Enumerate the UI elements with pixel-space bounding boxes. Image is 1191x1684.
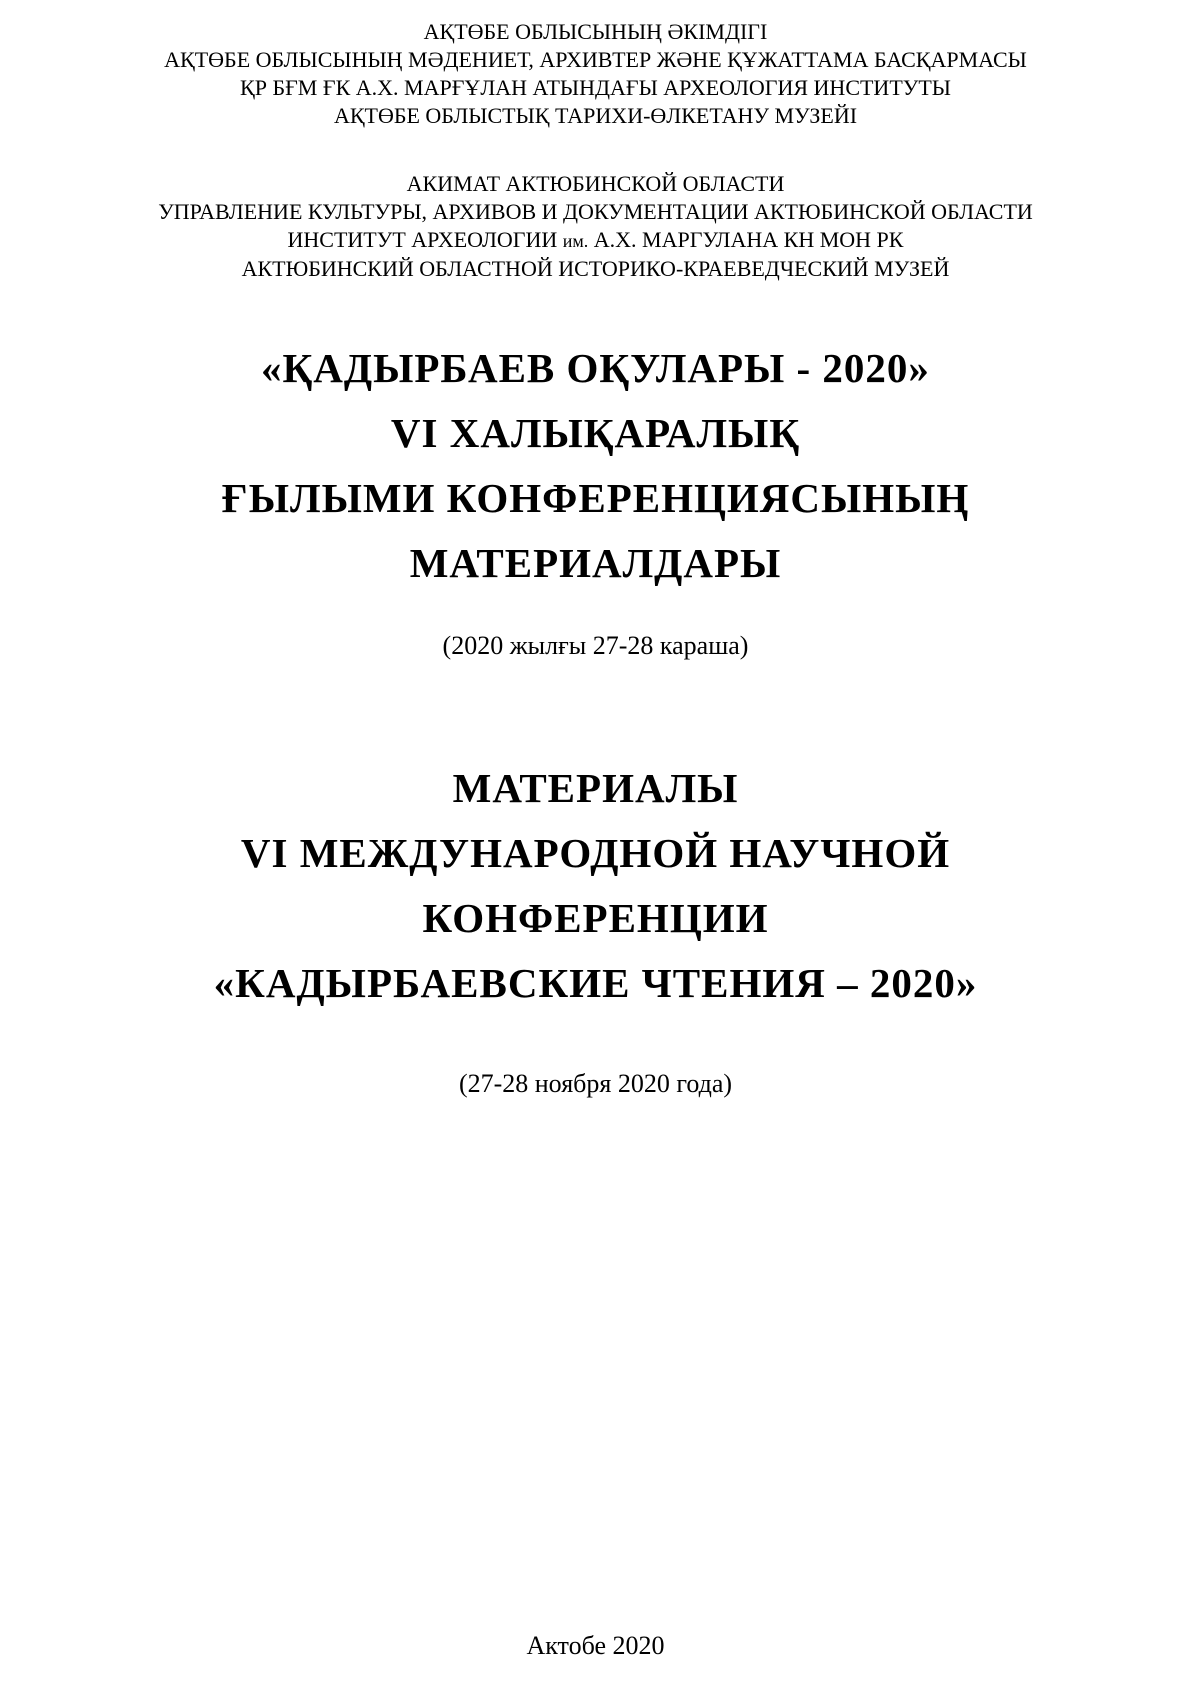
kz-title-line-1: «ҚАДЫРБАЕВ ОҚУЛАРЫ - 2020»: [261, 345, 930, 391]
ru-title-line-2: VI МЕЖДУНАРОДНОЙ НАУЧНОЙ: [240, 830, 951, 876]
ru-org-culture-department: УПРАВЛЕНИЕ КУЛЬТУРЫ, АРХИВОВ И ДОКУМЕНТАЦИИ АКТЮБИНСКОЙ ОБЛАСТИ: [158, 199, 1033, 224]
ru-org-institute-im: им.: [562, 231, 589, 251]
ru-org-museum: АКТЮБИНСКИЙ ОБЛАСТНОЙ ИСТОРИКО-КРАЕВЕДЧЕСКИЙ МУЗЕЙ: [241, 256, 950, 281]
ru-title: [0, 756, 1191, 1016]
ru-date-block: [0, 1068, 1191, 1100]
ru-title-line-4: «КАДЫРБАЕВСКИЕ ЧТЕНИЯ – 2020»: [213, 960, 978, 1006]
ru-organizations: [0, 170, 1191, 283]
kz-date-block: [0, 630, 1191, 662]
kz-date: (2020 жылғы 27-28 караша): [442, 631, 749, 660]
kz-organizations: [0, 18, 1191, 130]
kz-title-line-2: VI ХАЛЫҚАРАЛЫҚ: [390, 410, 801, 456]
city-year: Актобе 2020: [526, 1631, 665, 1660]
ru-date: (27-28 ноября 2020 года): [458, 1069, 733, 1098]
ru-org-institute-prefix: ИНСТИТУТ АРХЕОЛОГИИ: [287, 227, 563, 252]
kz-org-museum: АҚТӨБЕ ОБЛЫСТЫҚ ТАРИХИ-ӨЛКЕТАНУ МУЗЕЙІ: [333, 103, 858, 128]
kz-org-culture-department: АҚТӨБЕ ОБЛЫСЫНЫҢ МӘДЕНИЕТ, АРХИВТЕР ЖӘНЕ ҚҰЖАТТАМА БАСҚАРМАСЫ: [164, 47, 1027, 72]
ru-org-archaeology-institute: [0, 226, 1191, 255]
ru-title-line-1: МАТЕРИАЛЫ: [452, 765, 739, 811]
kz-title-line-4: МАТЕРИАЛДАРЫ: [409, 540, 782, 586]
kz-org-archaeology-institute: ҚР БҒМ ҒК А.Х. МАРҒҰЛАН АТЫНДАҒЫ АРХЕОЛОГИЯ ИНСТИТУТЫ: [240, 75, 951, 100]
kz-title-line-3: ҒЫЛЫМИ КОНФЕРЕНЦИЯСЫНЫҢ: [221, 475, 970, 521]
ru-org-institute-suffix: А.Х. МАРГУЛАНА КН МОН РК: [588, 227, 904, 252]
footer-block: [0, 1630, 1191, 1662]
ru-org-akimat: АКИМАТ АКТЮБИНСКОЙ ОБЛАСТИ: [406, 171, 785, 196]
ru-title-line-3: КОНФЕРЕНЦИИ: [422, 895, 769, 941]
kz-title: [0, 336, 1191, 596]
kz-org-akimat: АҚТӨБЕ ОБЛЫСЫНЫҢ ӘКІМДІГІ: [423, 19, 768, 44]
